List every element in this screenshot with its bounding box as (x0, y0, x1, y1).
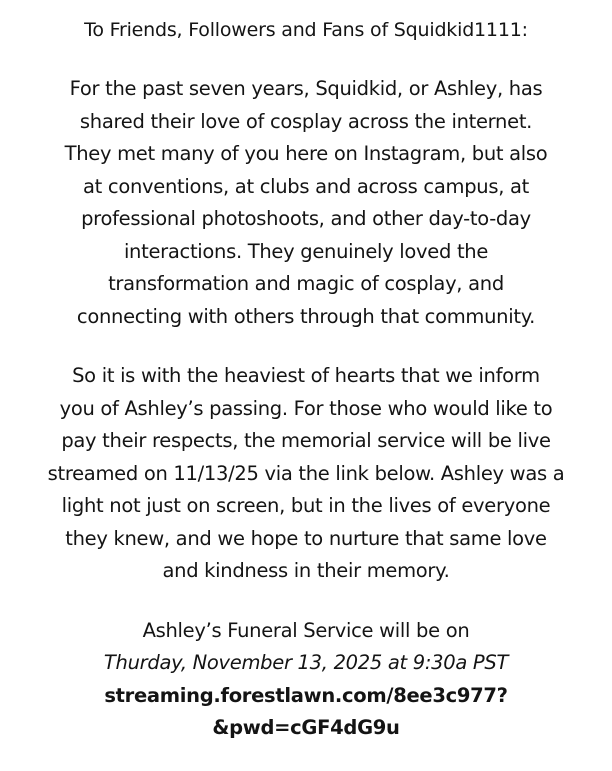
stream-link-password[interactable]: &pwd=cGF4dG9u (212, 716, 400, 739)
service-date: Thurday, November 13, 2025 at 9:30a PST (103, 651, 509, 674)
greeting-heading: To Friends, Followers and Fans of Squidkid1111: (84, 19, 528, 41)
text-line: For the past seven years, Squidkid, or Ashley, has (69, 77, 543, 100)
stream-link-url[interactable]: streaming.forestlawn.com/8ee3c977? (104, 683, 508, 707)
service-announcement: Ashley’s Funeral Service will be on (142, 618, 470, 642)
text-line: streamed on 11/13/25 via the link below. Ashley was a (47, 461, 565, 485)
text-line: shared their love of cosplay across the internet. (79, 109, 533, 133)
text-line: They met many of you here on Instagram, but also (64, 142, 548, 165)
text-line: light not just on screen, but in the lives of everyone (61, 494, 551, 517)
text-line: and kindness in their memory. (162, 559, 450, 582)
text-line: connecting with others through that community. (76, 304, 536, 328)
service-details (0, 615, 612, 745)
text-line: they knew, and we hope to nurture that same love (65, 526, 547, 550)
text-line: So it is with the heaviest of hearts that we inform (72, 364, 540, 387)
paragraph-intro (0, 73, 612, 333)
text-line: professional photoshoots, and other day-to-day (81, 207, 531, 230)
text-line: interactions. They genuinely loved the (123, 239, 489, 263)
text-line: you of Ashley’s passing. For those who would like to (59, 396, 553, 420)
text-line: pay their respects, the memorial service will be live (61, 429, 551, 452)
text-line: at conventions, at clubs and across campus, at (83, 174, 529, 198)
paragraph-announcement (0, 360, 612, 588)
text-line: transformation and magic of cosplay, and (108, 272, 504, 295)
